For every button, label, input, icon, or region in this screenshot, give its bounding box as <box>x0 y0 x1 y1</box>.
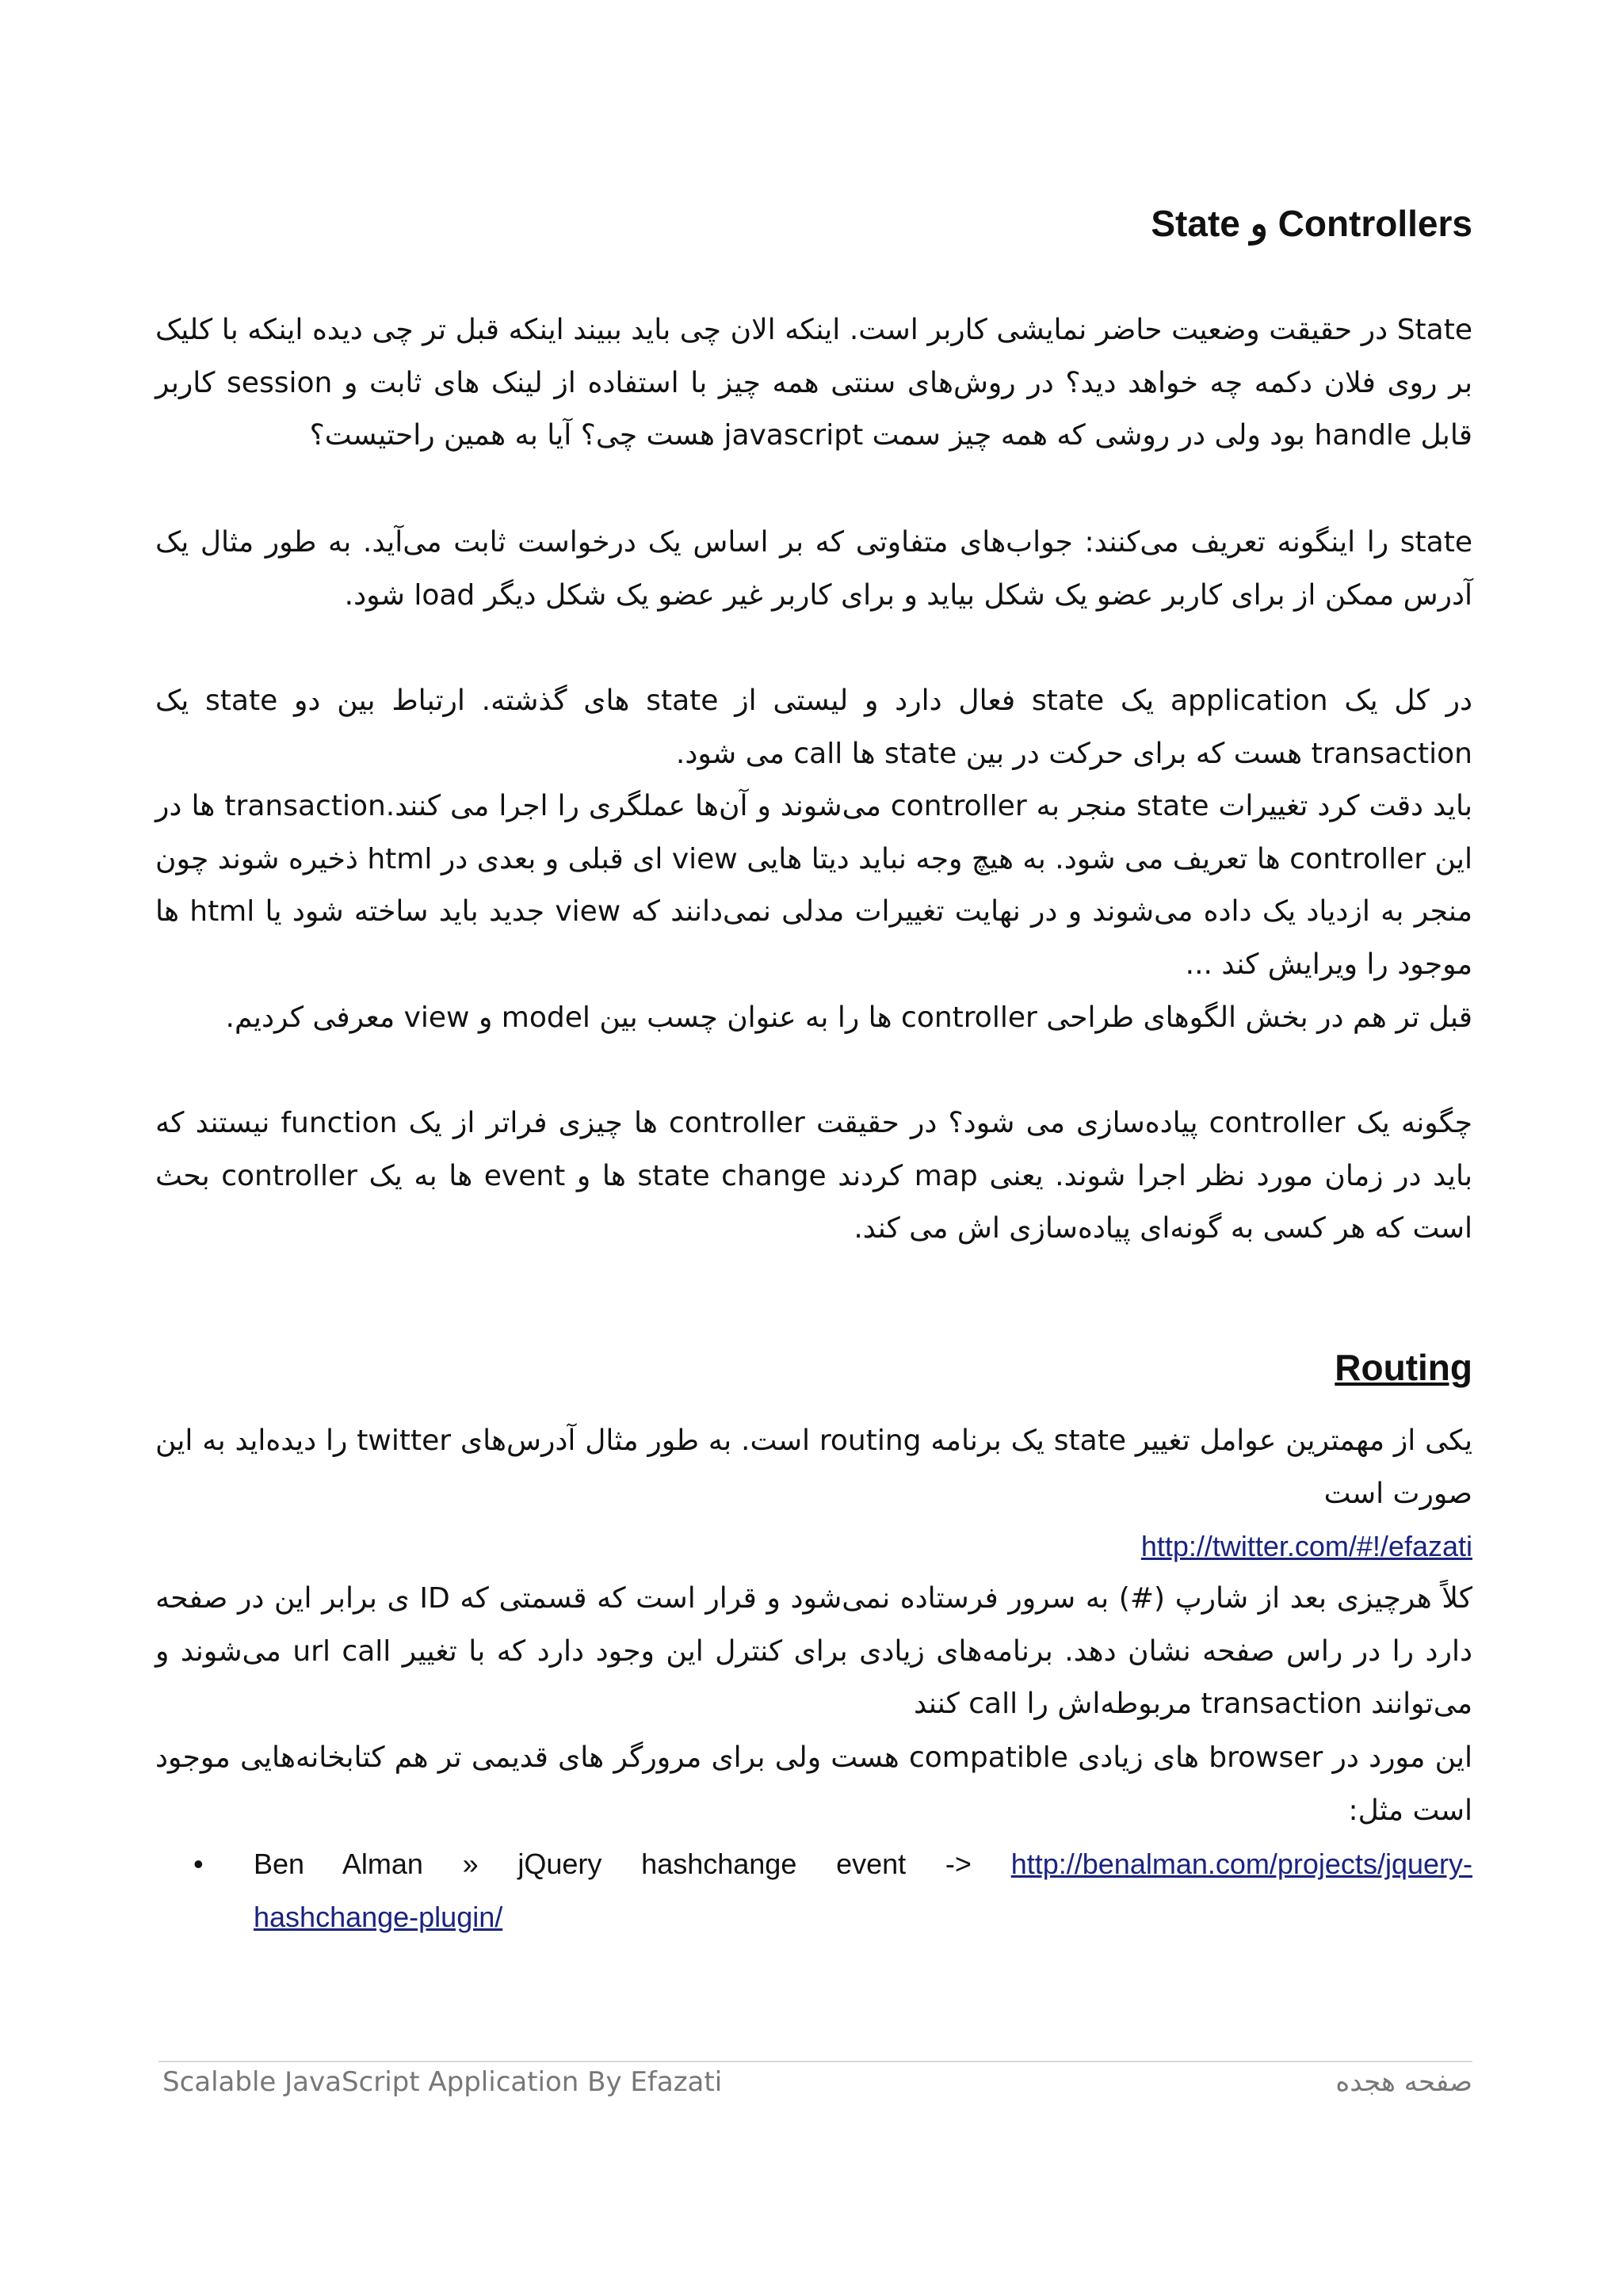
paragraph-controller-implementation: چگونه یک controller پیاده‌سازی می شود؟ در حقیقت controller ها چیزی فراتر از یک function نیستند که باید در زمان مورد نظر اجرا شوند. یعنی map کردند state change ها و event ها به یک controller بحث است که هر کسی به گونه‌ای پیاده‌سازی اش می کند. <box>155 1107 1473 1245</box>
bullet-label: Ben Alman » jQuery hashchange event -> <box>254 1848 972 1880</box>
bullet-text <box>254 1838 1472 1943</box>
paragraph-state-definition: State در حقیقت وضعیت حاضر نمایشی کاربر است. اینکه الان چی باید ببیند اینکه قبل تر چی دیده اینکه با کلیک بر روی فلان دکمه چه خواهد دید؟ در روش‌های سنتی همه چیز با استفاده از لینک های ثابت و session کاربر قابل handle بود ولی در روشی که همه چیز سمت javascript هست چی؟ آیا به همین راحتیست؟ <box>155 314 1472 452</box>
paragraph-hash-routing: کلاً هرچیزی بعد از شارپ (#) به سرور فرستاده نمی‌شود و قرار است که قسمتی که ID ی برابر این در صفحه دارد را در راس صفحه نشان دهد. برنامه‌های زیادی برای کنترل این وجود دارد که با تغییر url call می‌شوند و می‌توانند transaction مربوطه‌اش را call کنند <box>155 1582 1472 1721</box>
section-title-routing: Routing <box>1335 1347 1472 1388</box>
section-title-controllers-state: Controllers و State <box>1151 203 1472 244</box>
footer-book-title: Scalable JavaScript Application By Efazati <box>162 2066 723 2098</box>
paragraph-application-state: در کل یک application یک state فعال دارد و لیستی از state های گذشته. ارتباط بین دو state یک transaction هست که برای حرکت در بین state ها call می شود. <box>155 685 1473 770</box>
hashchange-plugin-link[interactable]: http://benalman.com/projects/jquery-hashchange-plugin/ <box>254 1848 1472 1933</box>
twitter-example-link[interactable]: http://twitter.com/#!/efazati <box>1140 1530 1472 1562</box>
footer-page-number: صفحه هجده <box>1335 2066 1472 2098</box>
paragraph-browser-compat: این مورد در browser های زیادی compatible هست ولی برای مرورگر های قدیمی تر هم کتابخانه‌هایی موجود است مثل: <box>155 1741 1473 1827</box>
paragraph-state-controller: باید دقت کرد تغییرات state منجر به controller می‌شوند و آن‌ها عملگری را اجرا می کنند.transaction ها در این controller ها تعریف می شود. به هیچ وجه نباید دیتا هایی view ای قبلی و بعدی در html ذخیره شوند چون منجر به ازدیاد یک داده می‌شوند و در نهایت تغییرات مدلی نمی‌دانند که view جدید باید ساخته شود یا html ها موجود را ویرایش کند ... <box>155 790 1472 982</box>
footer-divider <box>158 2061 1472 2062</box>
paragraph-routing-intro: یکی از مهمترین عوامل تغییر state یک برنامه routing است. به طور مثال آدرس‌های twitter را دیده‌اید به این صورت است <box>155 1425 1473 1510</box>
paragraph-design-patterns: قبل تر هم در بخش الگوهای طراحی controller ها را به عنوان چسب بین model و view معرفی کردیم. <box>225 1001 1472 1034</box>
bullet-icon: • <box>193 1848 204 1880</box>
paragraph-state-responses: state را اینگونه تعریف می‌کنند: جواب‌های متفاوتی که بر اساس یک درخواست ثابت می‌آید. به طور مثال یک آدرس ممکن از برای کاربر عضو یک شکل بیاید و برای کاربر غیر عضو یک شکل دیگر load شود. <box>155 526 1472 612</box>
twitter-example-link-line <box>1141 1520 1472 1573</box>
